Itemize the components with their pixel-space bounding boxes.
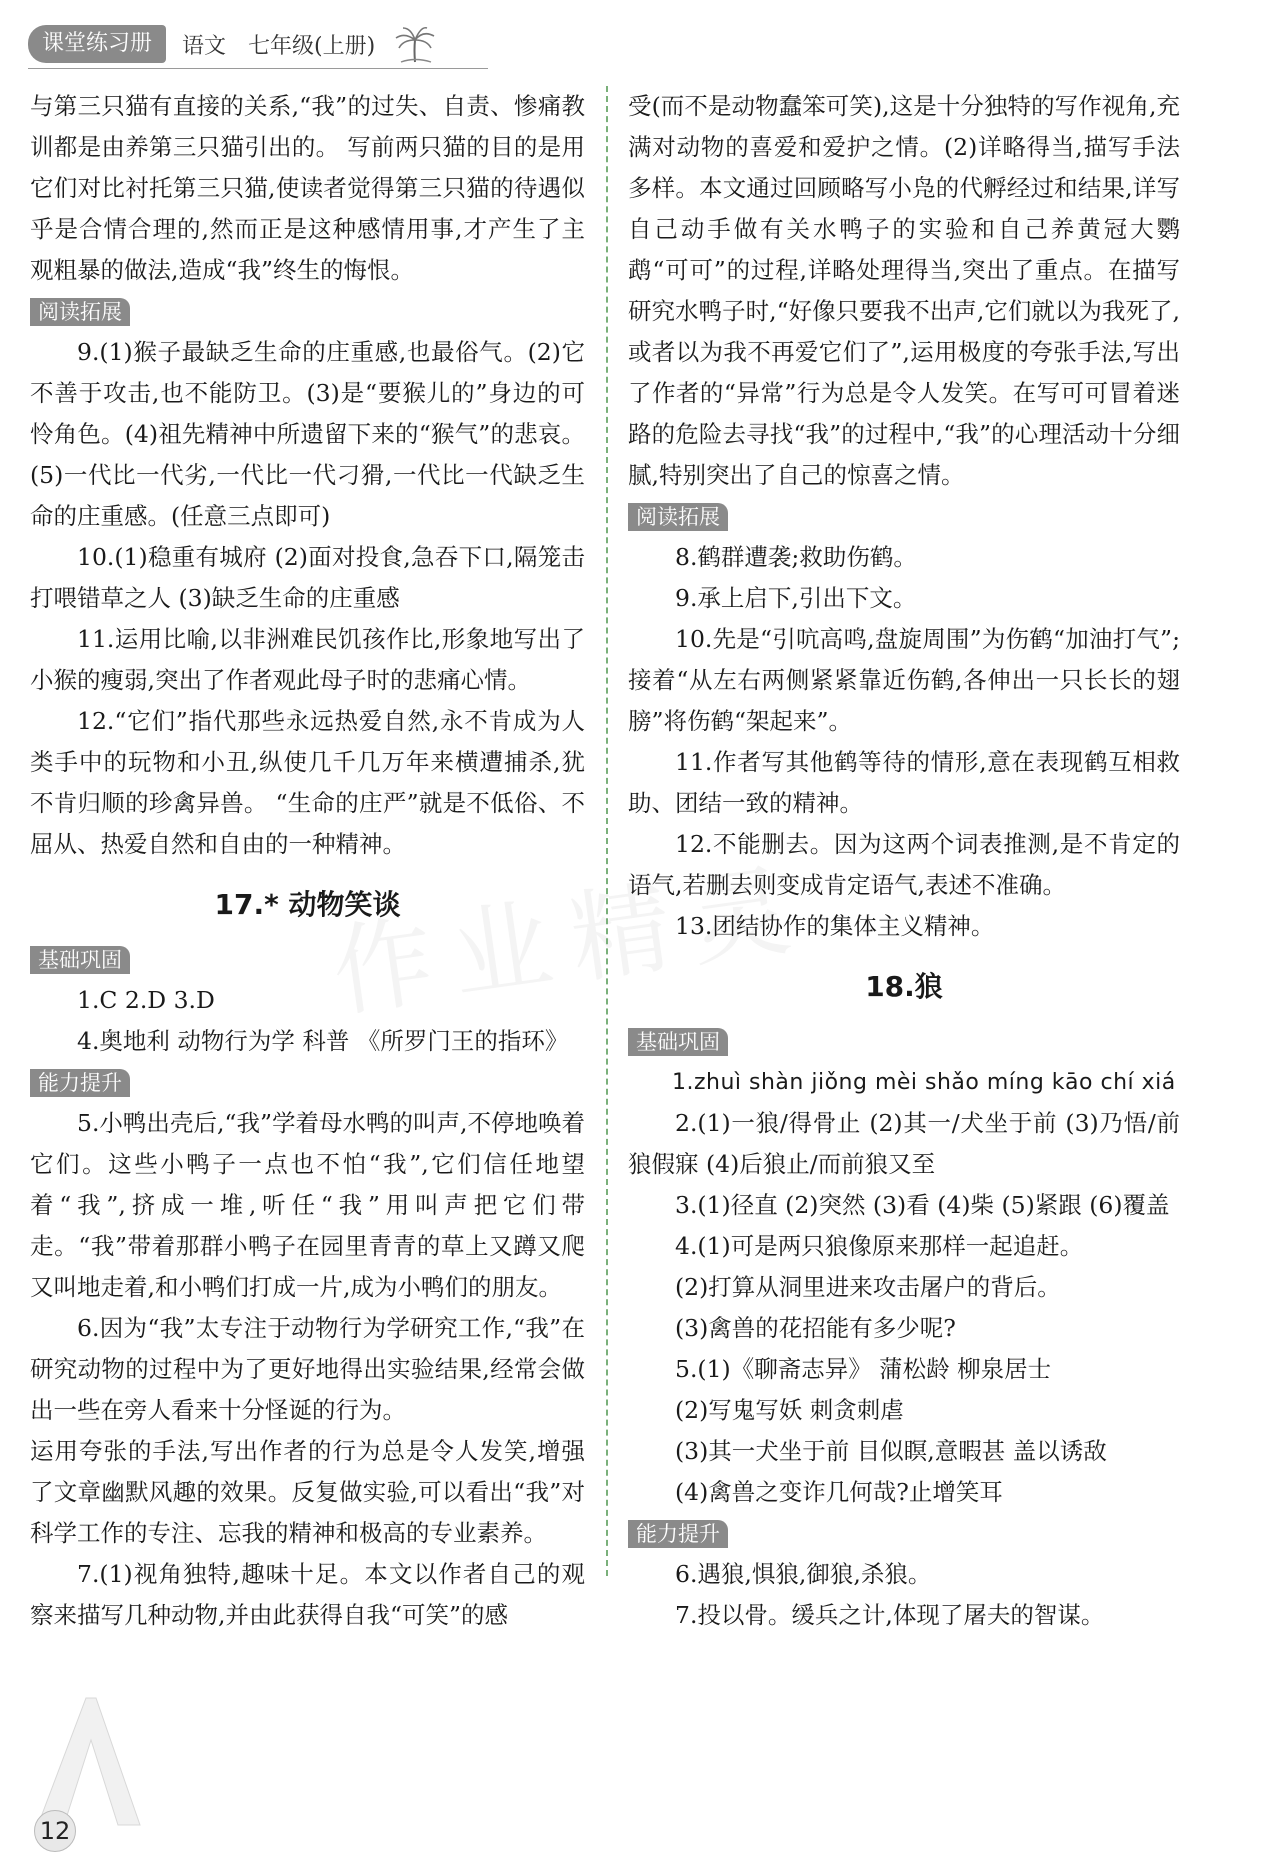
lesson-title-17: 17.* 动物笑谈	[214, 888, 401, 921]
right-column	[628, 86, 1180, 1636]
answer-10: 10.(1)稳重有城府 (2)面对投食,急吞下口,隔笼击打喂错草之人 (3)缺乏生命的庄重感	[30, 543, 585, 612]
answer-5d: (4)禽兽之变诈几何哉?止增笑耳	[675, 1478, 1003, 1506]
answer-6a: 6.因为“我”太专注于动物行为学研究工作,“我”在研究动物的过程中为了更好地得出实验结果,经常会做出一些在旁人看来十分怪诞的行为。	[30, 1314, 585, 1424]
subject-label: 语文	[182, 33, 227, 59]
page-header	[28, 22, 508, 66]
answer-12: 12.“它们”指代那些永远热爱自然,永不肯成为人类手中的玩物和小丑,纵使几千几万年来横遭捕杀,犹不肯归顺的珍禽异兽。 “生命的庄严”就是不低俗、不屈从、热爱自然和自由的一种精神。	[30, 707, 585, 858]
answer-5a: 5.(1)《聊斋志异》 蒲松龄 柳泉居士	[675, 1355, 1052, 1383]
answer-5b: (2)写鬼写妖 刺贪刺虐	[675, 1396, 904, 1424]
column-divider	[606, 86, 608, 1576]
answer-12: 12.不能删去。因为这两个词表推测,是不肯定的语气,若删去则变成肯定语气,表述不准确。	[628, 830, 1180, 899]
answer-10: 10.先是“引吭高鸣,盘旋周围”为伤鹤“加油打气”;接着“从左右两侧紧紧靠近伤鹤,各伸出一只长长的翅膀”将伤鹤“架起来”。	[628, 625, 1180, 735]
answer-2: 2.(1)一狼/得骨止 (2)其一/犬坐于前 (3)乃悟/前狼假寐 (4)后狼止/而前狼又至	[628, 1109, 1180, 1178]
section-tag-reading: 阅读拓展	[30, 298, 130, 326]
answer-11: 11.运用比喻,以非洲难民饥孩作比,形象地写出了小猴的瘦弱,突出了作者观此母子时的悲痛心情。	[30, 625, 585, 694]
grade-label: 七年级(上册)	[248, 33, 376, 59]
paragraph: 与第三只猫有直接的关系,“我”的过失、自责、惨痛教训都是由养第三只猫引出的。 写前两只猫的目的是用它们对比衬托第三只猫,使读者觉得第三只猫的待遇似乎是合情合理的,然而正是这种感情用事,才产生了主观粗暴的做法,造成“我”终生的悔恨。	[30, 92, 585, 284]
answer-5: 5.小鸭出壳后,“我”学着母水鸭的叫声,不停地唤着它们。这些小鸭子一点也不怕“我”,它们信任地望着“我”,挤成一堆,听任“我”用叫声把它们带走。“我”带着那群小鸭子在园里青青的草上又蹲又爬又叫地走着,和小鸭们打成一片,成为小鸭们的朋友。	[30, 1109, 585, 1301]
section-tag-basic: 基础巩固	[30, 946, 130, 974]
page-number: 12	[34, 1810, 76, 1852]
left-column	[30, 86, 585, 1636]
answer-6b: 运用夸张的手法,写出作者的行为总是令人发笑,增强了文章幽默风趣的效果。反复做实验,可以看出“我”对科学工作的专注、忘我的精神和极高的专业素养。	[30, 1437, 585, 1547]
answer-3: 3.(1)径直 (2)突然 (3)看 (4)柴 (5)紧跟 (6)覆盖	[675, 1191, 1170, 1219]
answer-4: 4.奥地利 动物行为学 科普 《所罗门王的指环》	[77, 1027, 569, 1055]
answer-4a: 4.(1)可是两只狼像原来那样一起追赶。	[675, 1232, 1084, 1260]
answer-4c: (3)禽兽的花招能有多少呢?	[675, 1314, 956, 1342]
answer-1-3: 1.C 2.D 3.D	[77, 986, 215, 1014]
palm-tree-icon	[393, 24, 437, 64]
answer-9: 9.承上启下,引出下文。	[675, 584, 917, 612]
answer-7: 7.(1)视角独特,趣味十足。本文以作者自己的观察来描写几种动物,并由此获得自我“可笑”的感	[30, 1560, 585, 1629]
answer-4b: (2)打算从洞里进来攻击屠户的背后。	[675, 1273, 1061, 1301]
answer-9: 9.(1)猴子最缺乏生命的庄重感,也最俗气。(2)它不善于攻击,也不能防卫。(3)是“要猴儿的”身边的可怜角色。(4)祖先精神中所遗留下来的“猴气”的悲哀。(5)一代比一代劣,一代比一代刁猾,一代比一代缺乏生命的庄重感。(任意三点即可)	[30, 338, 585, 530]
answer-5c: (3)其一犬坐于前 目似瞑,意暇甚 盖以诱敌	[675, 1437, 1107, 1465]
answer-11: 11.作者写其他鹤等待的情形,意在表现鹤互相救助、团结一致的精神。	[628, 748, 1180, 817]
header-rule	[28, 68, 488, 69]
book-label: 课堂练习册	[28, 25, 166, 63]
section-tag-reading: 阅读拓展	[628, 503, 728, 531]
section-tag-ability: 能力提升	[628, 1520, 728, 1548]
answer-7: 7.投以骨。缓兵之计,体现了屠夫的智谋。	[675, 1601, 1105, 1629]
answer-8: 8.鹤群遭袭;救助伤鹤。	[675, 543, 917, 571]
answer-1-pinyin: 1.zhuì shàn jiǒng mèi shǎo míng kāo chí xiá	[672, 1070, 1176, 1095]
decorative-letter-a-icon	[28, 1690, 148, 1830]
lesson-title-18: 18.狼	[865, 970, 943, 1003]
section-tag-ability: 能力提升	[30, 1069, 130, 1097]
paragraph: 受(而不是动物蠢笨可笑),这是十分独特的写作视角,充满对动物的喜爱和爱护之情。(2)详略得当,描写手法多样。本文通过回顾略写小凫的代孵经过和结果,详写自己动手做有关水鸭子的实验和自己养黄冠大鹦鹉“可可”的过程,详略处理得当,突出了重点。在描写研究水鸭子时,“好像只要我不出声,它们就以为我死了,或者以为我不再爱它们了”,运用极度的夸张手法,写出了作者的“异常”行为总是令人发笑。在写可可冒着迷路的危险去寻找“我”的过程中,“我”的心理活动十分细腻,特别突出了自己的惊喜之情。	[628, 92, 1180, 489]
section-tag-basic: 基础巩固	[628, 1028, 728, 1056]
answer-6: 6.遇狼,惧狼,御狼,杀狼。	[675, 1560, 932, 1588]
answer-13: 13.团结协作的集体主义精神。	[675, 912, 995, 940]
